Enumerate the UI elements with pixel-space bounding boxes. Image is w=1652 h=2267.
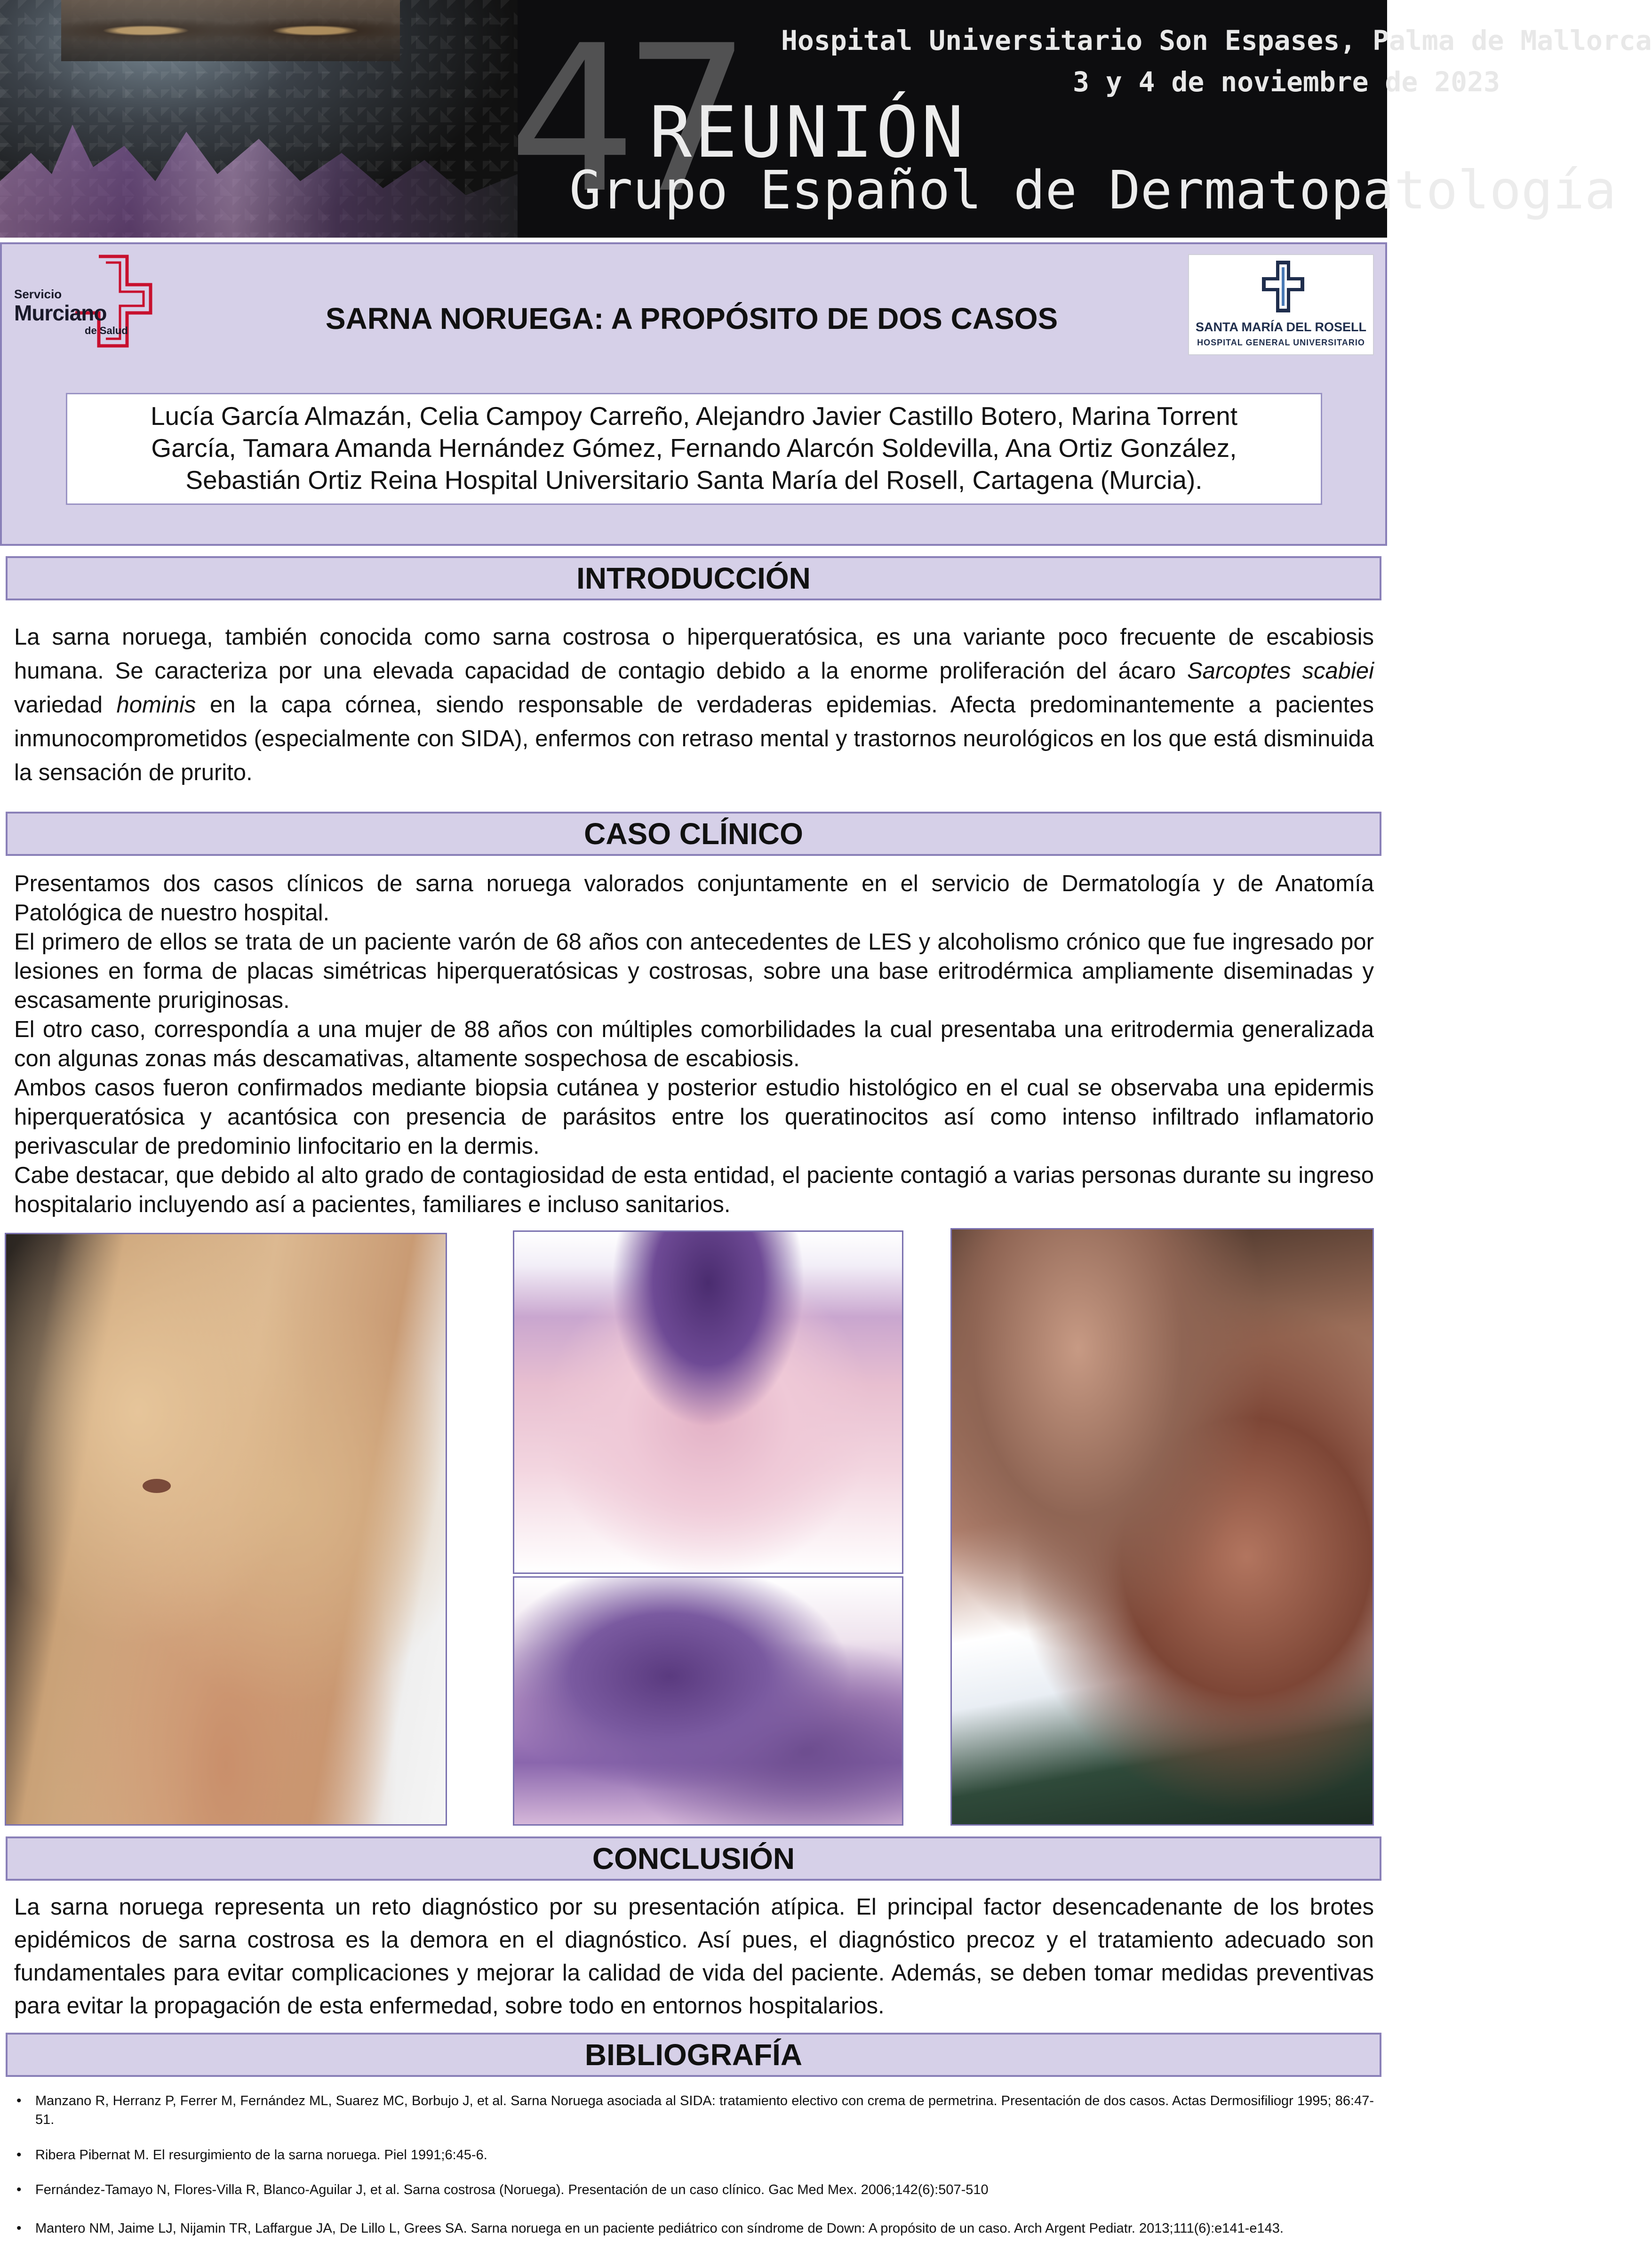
banner-number: 47 <box>508 2 738 238</box>
logo-left-line1: Servicio <box>14 287 62 301</box>
intro-paragraph <box>14 620 1374 790</box>
authors-box <box>66 393 1322 505</box>
section-header-conclusion: CONCLUSIÓN <box>6 1836 1381 1881</box>
bibliography-text: Mantero NM, Jaime LJ, Nijamin TR, Laffargue JA, De Lillo L, Grees SA. Sarna noruega en un paciente pediátrico con síndrome de Down: A propósito de un caso. Arch Argent Pediatr. 2013;111(6):e141-e143. <box>35 2221 1284 2236</box>
authors-line: García, Tamara Amanda Hernández Gómez, Fernando Alarcón Soldevilla, Ana Ortiz González, <box>151 433 1237 463</box>
authors-line: Sebastián Ortiz Reina Hospital Universitario Santa María del Rosell, Cartagena (Murcia). <box>185 465 1203 495</box>
bullet-icon: • <box>16 2147 22 2163</box>
intro-text: en la capa córnea, siendo responsable de verdaderas epidemias. Afecta predominantemente a pacientes inmunocomprometidos (especialmente con SIDA), enfermos con retraso mental y trastornos neurológicos en los que está disminuida la sensación de prurito. <box>14 692 1374 785</box>
banner-group-name: Grupo Español de Dermatopatología <box>569 160 1617 221</box>
authors-line: Lucía García Almazán, Celia Campoy Carreño, Alejandro Javier Castillo Botero, Marina Torrent <box>150 401 1238 431</box>
logo-left-line3: de Salud <box>85 325 128 336</box>
logo-right-line2: HOSPITAL GENERAL UNIVERSITARIO <box>1197 338 1365 347</box>
histology-photo-low-magnification <box>513 1230 903 1574</box>
intro-species-name: Sarcoptes scabiei <box>1187 658 1374 684</box>
poster-title: SARNA NORUEGA: A PROPÓSITO DE DOS CASOS <box>325 302 1058 335</box>
section-header-caso-clinico: CASO CLÍNICO <box>6 812 1381 856</box>
intro-text: La sarna noruega, también conocida como sarna costrosa o hiperqueratósica, es una variante poco frecuente de escabiosis humana. Se caracteriza por una elevada capacidad de contagio debido a la enorme proliferación del ácaro <box>14 624 1374 684</box>
bullet-icon: • <box>16 2182 22 2197</box>
bibliography-item <box>14 2146 1374 2164</box>
bibliography-text: Fernández-Tamayo N, Flores-Villa R, Blanco-Aguilar J, et al. Sarna costrosa (Noruega). Presentación de un caso clínico. Gac Med Mex. 2006;142(6):507-510 <box>35 2182 989 2197</box>
hospital-emblem-icon <box>1262 261 1304 312</box>
intro-variety-name: hominis <box>116 692 196 718</box>
caso-paragraph: El otro caso, correspondía a una mujer de 88 años con múltiples comorbilidades la cual presentaba una eritrodermia generalizada con algunas zonas más descamativas, altamente sospechosa de escabiosis. <box>14 1017 1374 1071</box>
bullet-icon: • <box>16 2220 22 2236</box>
histology-photo-high-magnification <box>513 1576 903 1826</box>
banner-reunion: REUNIÓN <box>649 92 967 174</box>
section-header-bibliografia: BIBLIOGRAFÍA <box>6 2033 1381 2077</box>
logo-right-line1: SANTA MARÍA DEL ROSELL <box>1196 320 1366 334</box>
clinical-photo-neck-ear <box>950 1228 1374 1826</box>
bibliography-item <box>14 2091 1374 2129</box>
banner-eyes-image <box>61 0 400 61</box>
servicio-murciano-logo <box>14 249 155 351</box>
intro-text: variedad <box>14 692 117 718</box>
banner-hospital: Hospital Universitario Son Espases, Palma de Mallorca <box>781 24 1652 56</box>
conclusion-paragraph: La sarna noruega representa un reto diagnóstico por su presentación atípica. El principal factor desencadenante de los brotes epidémicos de sarna costrosa es la demora en el diagnóstico. Así pues, el diagnóstico precoz y el tratamiento adecuado son fundamentales para evitar complicaciones y mejorar la calidad de vida del paciente. Además, se deben tomar medidas preventivas para evitar la propagación de esta enfermedad, sobre todo en entornos hospitalarios. <box>14 1894 1374 2019</box>
bibliography-text: Manzano R, Herranz P, Ferrer M, Fernández ML, Suarez MC, Borbujo J, et al. Sarna Noruega asociada al SIDA: tratamiento electivo con crema de permetrina. Presentación de dos casos. Actas Dermosifiliogr 1995; 86:47-51. <box>35 2093 1374 2127</box>
clinical-photo-abdomen <box>5 1233 447 1826</box>
section-header-introduccion: INTRODUCCIÓN <box>6 556 1381 600</box>
caso-paragraph: El primero de ellos se trata de un paciente varón de 68 años con antecedentes de LES y alcoholismo crónico que fue ingresado por lesiones en forma de placas simétricas hiperqueratósicas y costrosas, sobre una base eritrodérmica ampliamente diseminadas y escasamente pruriginosas. <box>14 929 1374 1013</box>
caso-clinico-text <box>14 869 1374 1219</box>
bibliography-item <box>14 2180 1374 2199</box>
caso-paragraph: Cabe destacar, que debido al alto grado de contagiosidad de esta entidad, el paciente contagió a varias personas durante su ingreso hospitalario incluyendo así a pacientes, familiares e incluso sanitarios. <box>14 1163 1374 1217</box>
logo-left-line2: Murciano <box>14 301 107 325</box>
caso-paragraph: Ambos casos fueron confirmados mediante biopsia cutánea y posterior estudio histológico en el cual se observaba una epidermis hiperqueratósica y acantósica con presencia de parásitos entre los queratinocitos así como intenso infiltrado inflamatorio perivascular de predominio linfocitario en la dermis. <box>14 1075 1374 1159</box>
caso-paragraph: Presentamos dos casos clínicos de sarna noruega valorados conjuntamente en el servicio de Dermatología y de Anatomía Patológica de nuestro hospital. <box>14 871 1374 926</box>
banner-date: 3 y 4 de noviembre de 2023 <box>1073 66 1500 98</box>
bibliography-item <box>14 2219 1374 2238</box>
bullet-icon: • <box>16 2093 22 2108</box>
bibliography-text: Ribera Pibernat M. El resurgimiento de la sarna noruega. Piel 1991;6:45-6. <box>35 2147 487 2163</box>
